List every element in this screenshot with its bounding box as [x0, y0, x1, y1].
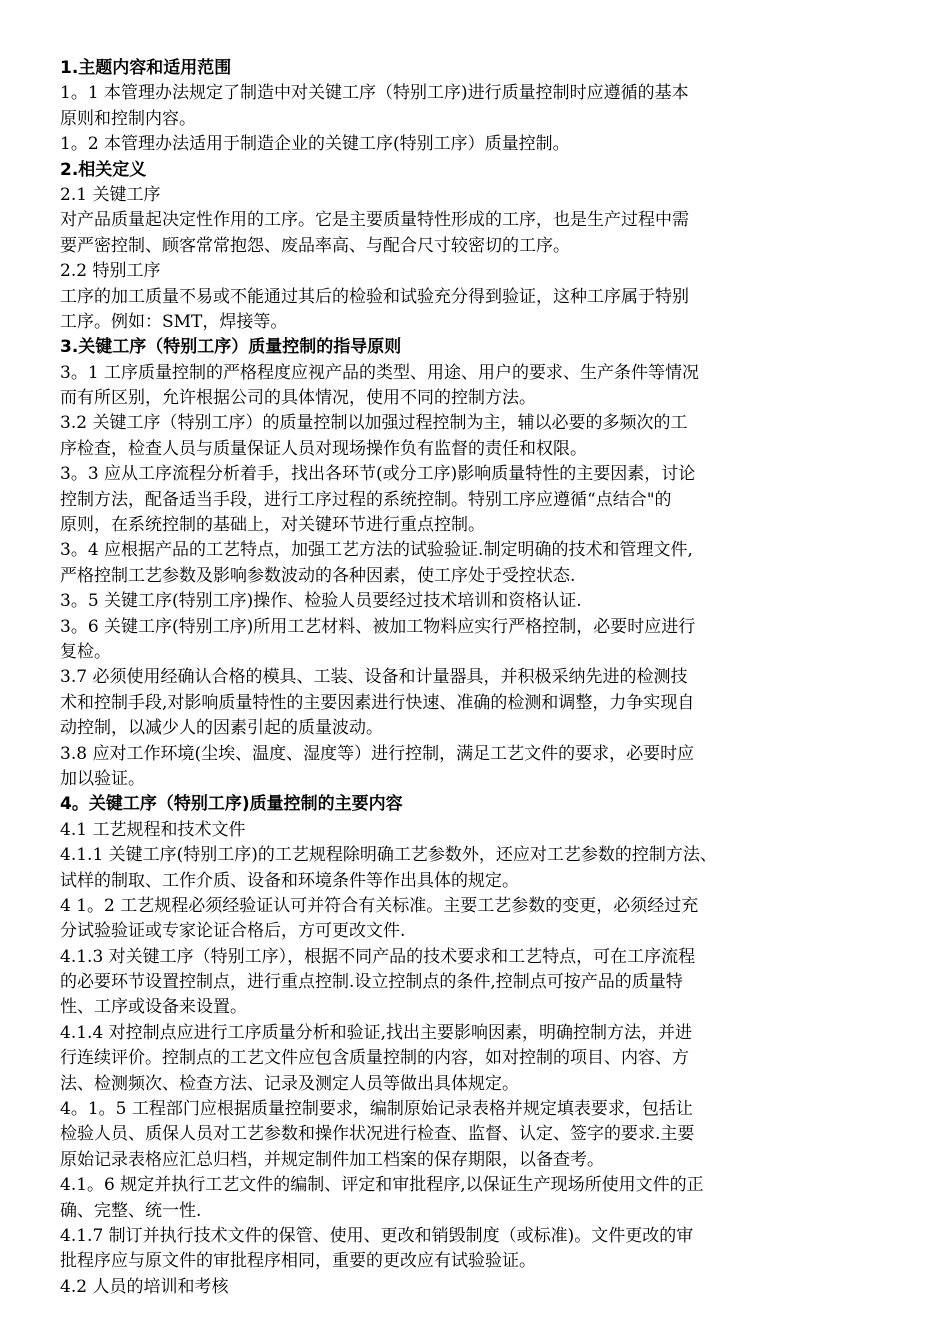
text-line: 4.1.3 对关键工序（特别工序），根据不同产品的技术要求和工艺特点，可在工序流程	[60, 946, 696, 967]
text-line: 4 1。2 工艺规程必须经验证认可并符合有关标准。主要工艺参数的变更，必须经过充	[60, 895, 699, 916]
text-line: 法、检测频次、检查方法、记录及测定人员等做出具体规定。	[60, 1073, 519, 1094]
text-line: 对产品质量起决定性作用的工序。它是主要质量特性形成的工序，也是生产过程中需	[60, 210, 689, 231]
text-line: 3.8 应对工作环境(尘埃、温度、湿度等）进行控制，满足工艺文件的要求，必要时应	[60, 743, 695, 764]
section-heading: 1.主题内容和适用范围	[60, 58, 232, 78]
text-line: 动控制，以减少人的因素引起的质量波动。	[60, 718, 383, 739]
text-line: 术和控制手段,对影响质量特性的主要因素进行快速、准确的检测和调整，力争实现自	[60, 692, 695, 713]
text-line: 4.2 人员的培训和考核	[60, 1276, 229, 1297]
text-line: 2.1 关键工序	[60, 184, 161, 205]
text-line: 工序的加工质量不易或不能通过其后的检验和试验充分得到验证，这种工序属于特别	[60, 286, 689, 307]
text-line: 2.2 特别工序	[60, 261, 161, 282]
text-line: 原则，在系统控制的基础上，对关键环节进行重点控制。	[60, 515, 485, 536]
text-line: 序检查，检查人员与质量保证人员对现场操作负有监督的责任和权限。	[60, 438, 587, 459]
text-line: 3.7 必须使用经确认合格的模具、工装、设备和计量器具，并积极采纳先进的检测技	[60, 667, 688, 688]
text-line: 批程序应与原文件的审批程序相同，重要的更改应有试验验证。	[60, 1251, 536, 1272]
text-line: 3。6 关键工序(特别工序)所用工艺材料、被加工物料应实行严格控制，必要时应进行	[60, 616, 696, 637]
section-heading: 4。关键工序（特别工序)质量控制的主要内容	[60, 794, 403, 815]
text-line: 3.2 关键工序（特别工序）的质量控制以加强过程控制为主，辅以必要的多频次的工	[60, 413, 688, 434]
text-line: 检验人员、质保人员对工艺参数和操作状况进行检查、监督、认定、签字的要求.主要	[60, 1124, 695, 1145]
text-line: 1。1 本管理办法规定了制造中对关键工序（特别工序)进行质量控制时应遵循的基本	[60, 83, 689, 104]
text-line: 4.1 工艺规程和技术文件	[60, 819, 246, 840]
text-line: 4.1.7 制订并执行技术文件的保管、使用、更改和销毁制度（或标准)。文件更改的审	[60, 1225, 694, 1246]
text-line: 3。3 应从工序流程分析着手，找出各环节(或分工序)影响质量特性的主要因素，讨论	[60, 464, 696, 485]
section-heading: 2.相关定义	[60, 159, 147, 180]
text-line: 的必要环节设置控制点，进行重点控制.设立控制点的条件,控制点可按产品的质量特	[60, 972, 683, 993]
text-line: 性、工序或设备来设置。	[60, 997, 247, 1018]
text-line: 分试验验证或专家论证合格后，方可更改文件.	[60, 921, 406, 942]
text-line: 确、完整、统一性.	[60, 1200, 202, 1221]
text-line: 3。5 关键工序(特别工序)操作、检验人员要经过技术培训和资格认证.	[60, 591, 582, 612]
text-line: 1。2 本管理办法适用于制造企业的关键工序(特别工序）质量控制。	[60, 134, 570, 155]
text-line: 4。1。5 工程部门应根据质量控制要求，编制原始记录表格并规定填表要求，包括让	[60, 1099, 693, 1120]
text-line: 控制方法，配备适当手段，进行工序过程的系统控制。特别工序应遵循“点结合"的	[60, 489, 672, 510]
text-line: 4.1。6 规定并执行工艺文件的编制、评定和审批程序,以保证生产现场所使用文件的正	[60, 1175, 704, 1196]
text-line: 严格控制工艺参数及影响参数波动的各种因素，使工序处于受控状态.	[60, 565, 576, 586]
text-line: 原则和控制内容。	[60, 108, 196, 129]
text-line: 3。1 工序质量控制的严格程度应视产品的类型、用途、用户的要求、生产条件等情况	[60, 362, 700, 383]
text-line: 复检。	[60, 641, 111, 662]
text-line: 加以验证。	[60, 768, 145, 789]
text-line: 工序。例如：SMT，焊接等。	[60, 311, 288, 332]
text-line: 4.1.1 关键工序(特别工序)的工艺规程除明确工艺参数外，还应对工艺参数的控制方法、	[60, 845, 717, 866]
text-line: 3。4 应根据产品的工艺特点，加强工艺方法的试验验证.制定明确的技术和管理文件,	[60, 540, 693, 561]
text-line: 试样的制取、工作介质、设备和环境条件等作出具体的规定。	[60, 870, 519, 891]
text-line: 4.1.4 对控制点应进行工序质量分析和验证,找出主要影响因素，明确控制方法，并进	[60, 1022, 693, 1043]
text-line: 而有所区别，允许根据公司的具体情况，使用不同的控制方法。	[60, 388, 536, 409]
text-line: 行连续评价。控制点的工艺文件应包含质量控制的内容，如对控制的项目、内容、方	[60, 1048, 689, 1069]
section-heading: 3.关键工序（特别工序）质量控制的指导原则	[60, 337, 402, 358]
text-line: 要严密控制、顾客常常抱怨、废品率高、与配合尺寸较密切的工序。	[60, 235, 570, 256]
text-line: 原始记录表格应汇总归档，并规定制件加工档案的保存期限，以备查考。	[60, 1149, 604, 1170]
